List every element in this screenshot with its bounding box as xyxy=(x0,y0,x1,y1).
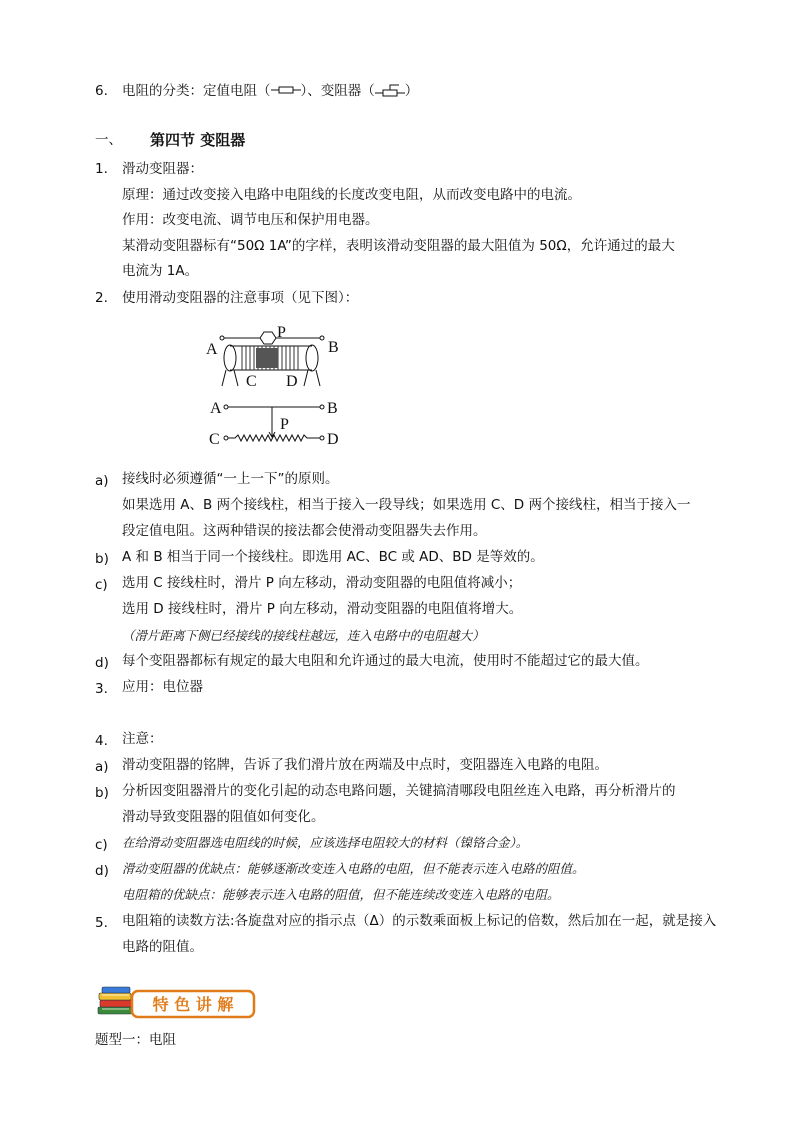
item-6-number: 6. xyxy=(95,83,108,99)
fixed-resistor-symbol-icon xyxy=(271,84,301,96)
point-letter: d) xyxy=(95,655,109,671)
point-line: 选用 C 接线柱时，滑片 P 向左移动，滑动变阻器的电阻值将减小； xyxy=(122,575,522,591)
item-3-text: 应用：电位器 xyxy=(122,679,203,695)
item-2-number: 2. xyxy=(95,290,108,306)
point-letter: c) xyxy=(95,577,108,593)
item-6-line xyxy=(122,82,418,100)
point-line: A 和 B 相当于同一个接线柱。即选用 AC、BC 或 AD、BD 是等效的。 xyxy=(122,549,544,565)
diagram-label: C xyxy=(246,373,257,390)
diagram-label: P xyxy=(280,416,289,433)
item-1-title: 滑动变阻器： xyxy=(122,161,203,177)
item-1-number: 1. xyxy=(95,161,108,177)
item-6-suffix: ） xyxy=(404,83,419,99)
diagram-label: A xyxy=(206,341,218,358)
point-line: 如果选用 A、B 两个接线柱，相当于接入一段导线；如果选用 C、D 两个接线柱，相当于接入一 xyxy=(122,497,691,513)
item-4-title: 注意： xyxy=(122,731,163,747)
item-1-line: 电流为 1A。 xyxy=(122,263,199,279)
item-5-line: 电路的阻值。 xyxy=(122,939,203,955)
point-line: 选用 D 接线柱时，滑片 P 向左移动，滑动变阻器的电阻值将增大。 xyxy=(122,601,523,617)
point-letter: b) xyxy=(95,551,109,567)
diagram-label: B xyxy=(327,400,338,417)
point-line: 滑动变阻器的优缺点：能够逐渐改变连入电路的电阻，但不能表示连入电路的阻值。 xyxy=(122,861,585,876)
feature-badge-label: 特 色 讲 解 xyxy=(152,995,234,1014)
diagram-label: A xyxy=(210,400,222,417)
point-letter: d) xyxy=(95,863,109,879)
section-prefix: 一、 xyxy=(95,132,122,148)
diagram-label: B xyxy=(328,339,339,356)
item-1-line: 某滑动变阻器标有“50Ω 1A”的字样，表明该滑动变阻器的最大阻值为 50Ω，允许通过的最大 xyxy=(122,238,675,254)
point-line: 分析因变阻器滑片的变化引起的动态电路问题，关键搞清哪段电阻丝连入电路，再分析滑片的 xyxy=(122,783,676,799)
diagram-label: D xyxy=(286,373,298,390)
point-line: 电阻箱的优缺点：能够表示连入电路的阻值，但不能连续改变连入电路的电阻。 xyxy=(122,887,560,902)
diagram-label: D xyxy=(327,431,339,448)
item-6-prefix: 电阻的分类：定值电阻（ xyxy=(122,83,271,99)
item-1-line: 原理：通过改变接入电路中电阻线的长度改变电阻，从而改变电路中的电流。 xyxy=(122,187,581,203)
variable-resistor-symbol-icon xyxy=(375,83,405,97)
item-5-line: 电阻箱的读数方法:各旋盘对应的指示点（Δ）的示数乘面板上标记的倍数，然后加在一起，就是接入 xyxy=(122,913,717,929)
diagram-label: P xyxy=(277,324,286,341)
item-2-title: 使用滑动变阻器的注意事项（见下图）： xyxy=(122,290,359,306)
item-4-number: 4. xyxy=(95,733,108,749)
item-5-number: 5. xyxy=(95,915,108,931)
point-letter: a) xyxy=(95,759,109,775)
feature-badge xyxy=(96,985,261,1021)
item-3-number: 3. xyxy=(95,681,108,697)
topic-heading: 题型一：电阻 xyxy=(95,1032,176,1048)
section-title: 第四节 变阻器 xyxy=(150,131,246,149)
slide-rheostat-diagram xyxy=(200,318,350,453)
point-letter: b) xyxy=(95,785,109,801)
point-line: 在给滑动变阻器选电阻线的时候，应该选择电阻较大的材料（镍铬合金）。 xyxy=(122,835,529,850)
books-icon xyxy=(98,987,132,1014)
item-6-mid: ）、变阻器（ xyxy=(300,83,375,99)
diagram-label: C xyxy=(209,431,220,448)
point-line: 滑动导致变阻器的阻值如何变化。 xyxy=(122,809,325,825)
point-line: 接线时必须遵循“一上一下”的原则。 xyxy=(122,471,339,487)
item-1-line: 作用：改变电流、调节电压和保护用电器。 xyxy=(122,212,379,228)
point-line: 滑动变阻器的铭牌，告诉了我们滑片放在两端及中点时，变阻器连入电路的电阻。 xyxy=(122,757,608,773)
point-note: （滑片距离下侧已经接线的接线柱越远，连入电路中的电阻越大） xyxy=(122,628,485,643)
rheostat-drawing xyxy=(220,332,324,386)
point-letter: c) xyxy=(95,837,108,853)
point-line: 段定值电阻。这两种错误的接法都会使滑动变阻器失去作用。 xyxy=(122,523,487,539)
point-letter: a) xyxy=(95,473,109,489)
point-line: 每个变阻器都标有规定的最大电阻和允许通过的最大电流，使用时不能超过它的最大值。 xyxy=(122,653,649,669)
schematic-drawing xyxy=(224,405,324,441)
